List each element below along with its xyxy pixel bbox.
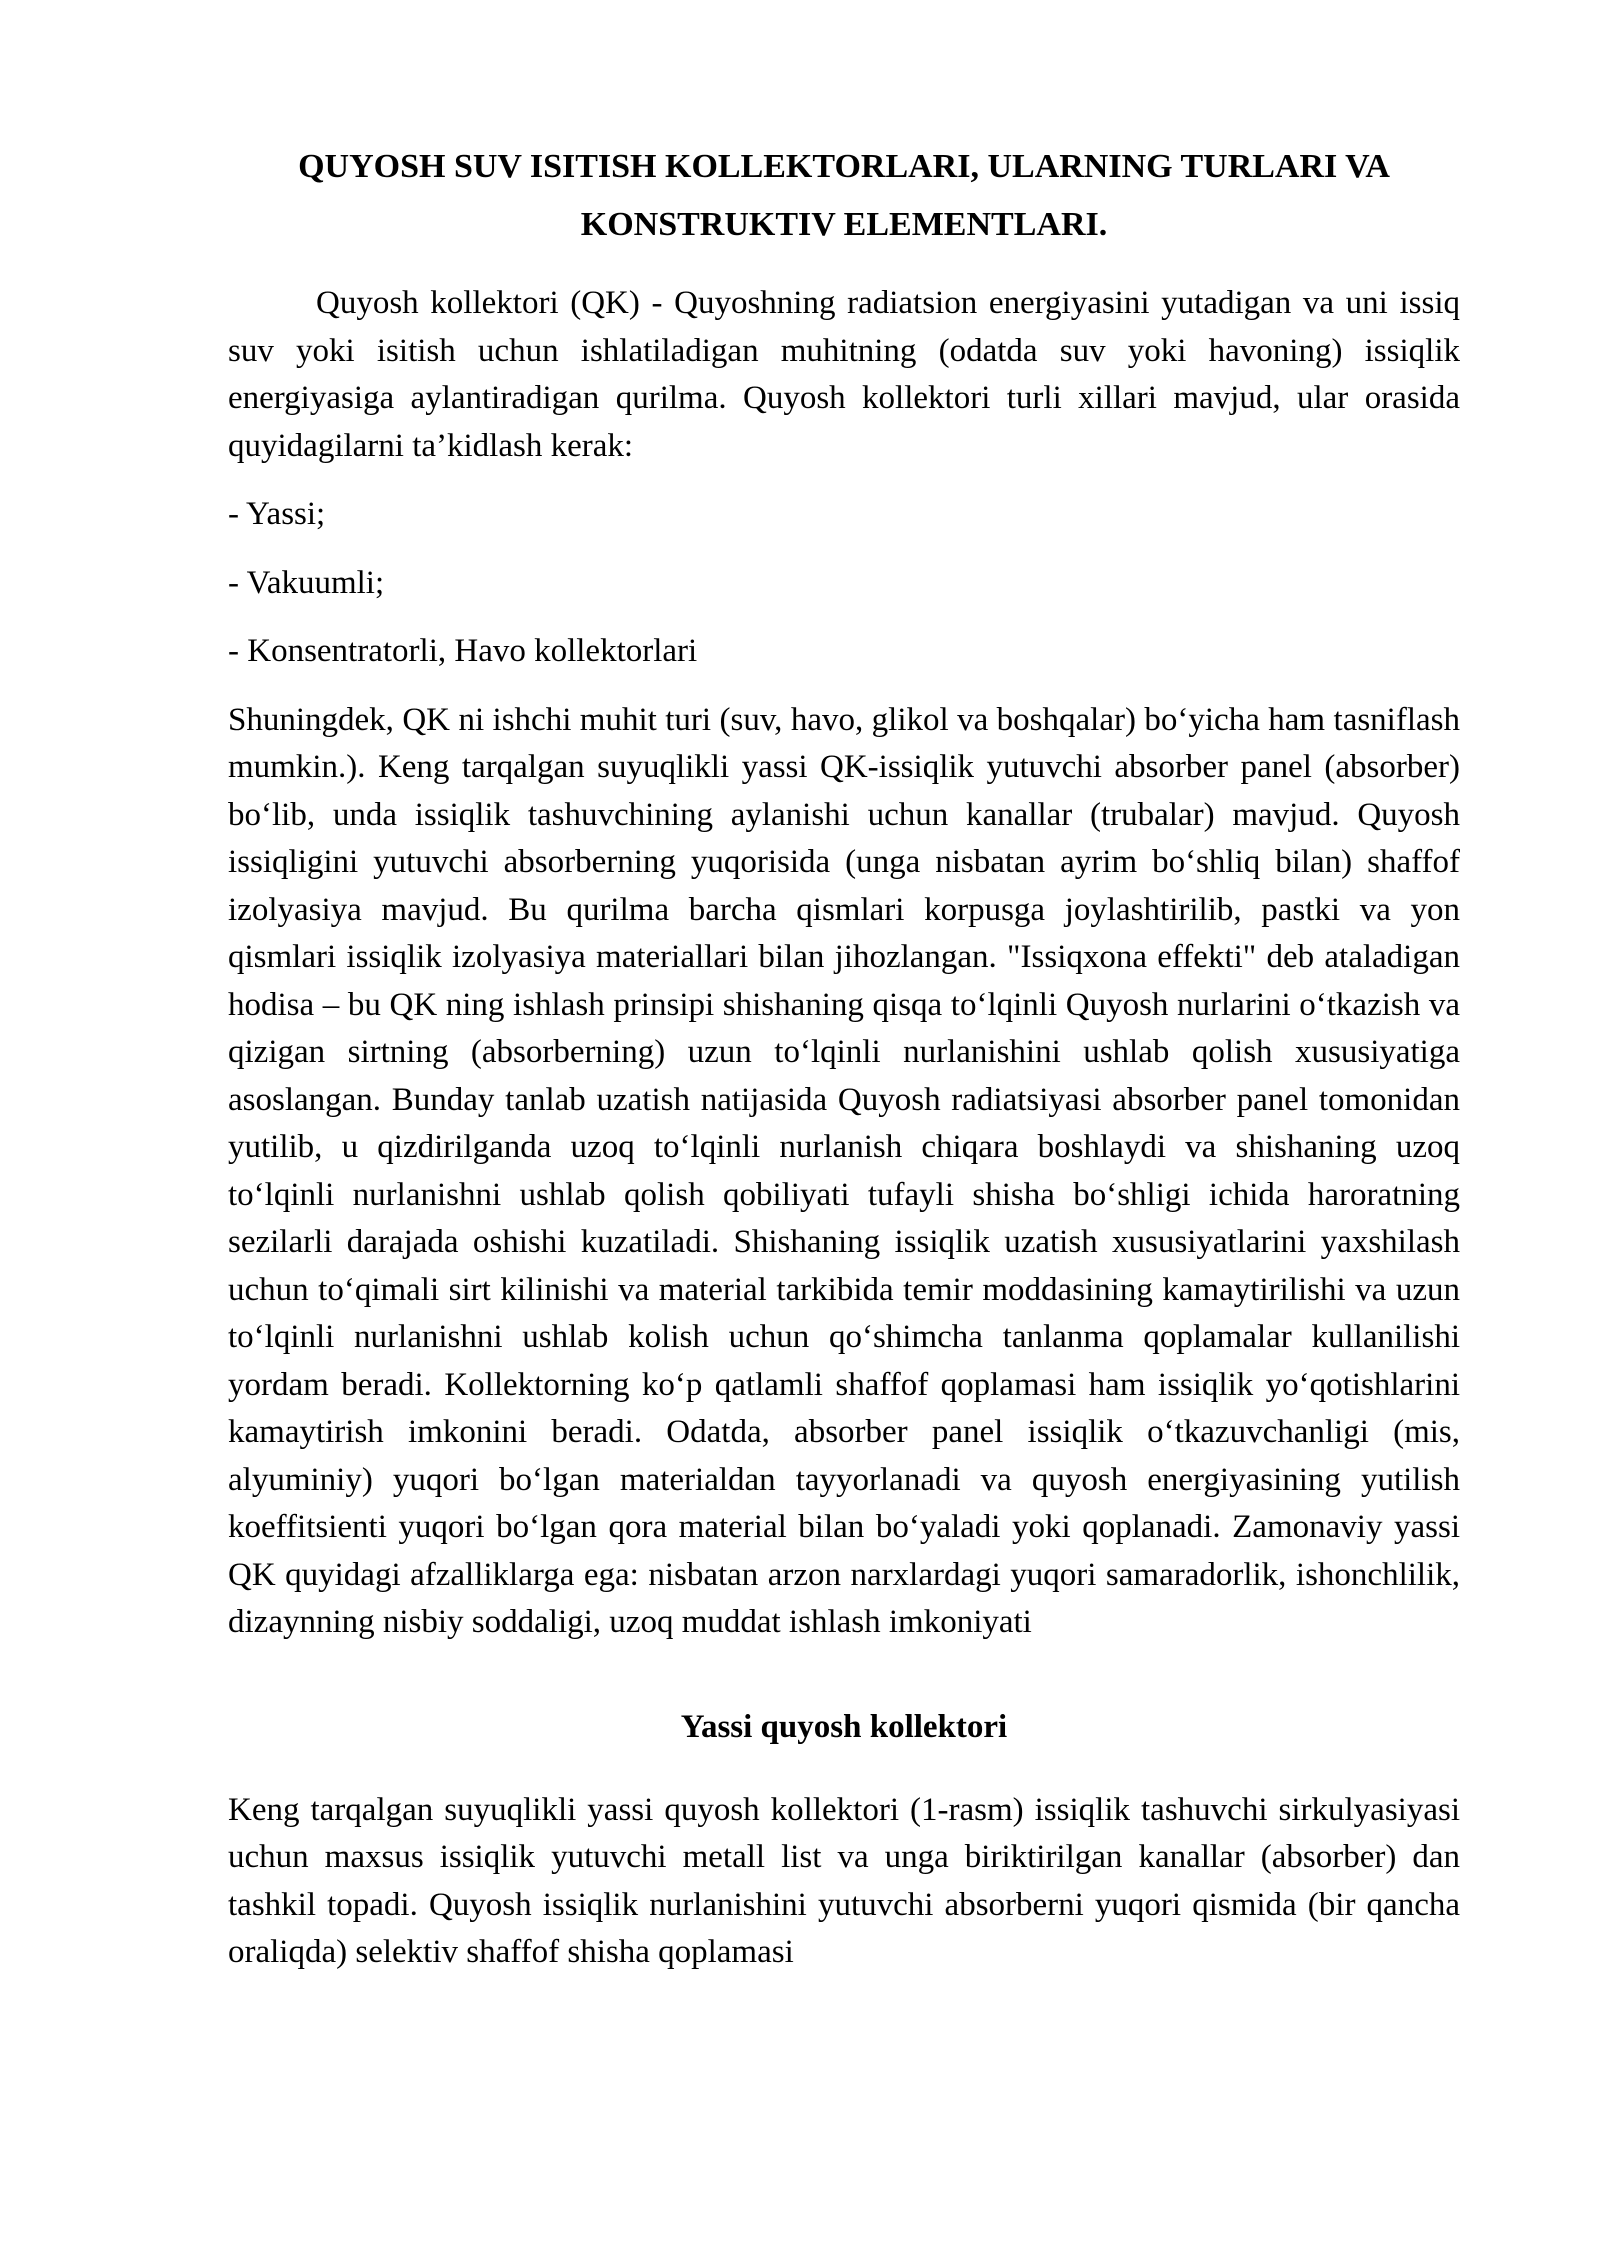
paragraph-flat-collector: Keng tarqalgan suyuqlikli yassi quyosh kollektori (1-rasm) issiqlik tashuvchi sirkulyasiyasi uchun maxsus issiqlik yutuvchi metall list va unga biriktirilgan kanallar (absorber) dan tashkil topadi. Quyosh issiqlik nurlanishini yutuvchi absorberni yuqori qismida (bir qancha oraliqda) selektiv shaffof shisha qoplamasi [228,1791,1460,1970]
list-item-konsentratorli: - Konsentratorli, Havo kollektorlari [228,633,698,669]
list-item-yassi: - Yassi; [228,496,326,532]
paragraph-main-description: Shuningdek, QK ni ishchi muhit turi (suv, havo, glikol va boshqalar) bo‘yicha ham tasniflash mumkin.). Keng tarqalgan suyuqlikli yassi QK-issiqlik yutuvchi absorber panel (absorber) bo‘lib, unda issiqlik tashuvchining aylanishi uchun kanallar (trubalar) mavjud. Quyosh issiqligini yutuvchi absorberning yuqorisida (unga nisbatan ayrim bo‘shliq bilan) shaffof izolyasiya mavjud. Bu qurilma barcha qismlari korpusga joylashtirilib, pastki va yon qismlari issiqlik izolyasiya materiallari bilan jihozlangan. "Issiqxona effekti" deb ataladigan hodisa – bu QK ning ishlash prinsipi shishaning qisqa to‘lqinli Quyosh nurlarini o‘tkazish va qizigan sirtning (absorberning) uzun to‘lqinli nurlanishini ushlab qolish xususiyatiga asoslangan. Bunday tanlab uzatish natijasida Quyosh radiatsiyasi absorber panel tomonidan yutilib, u qizdirilganda uzoq to‘lqinli nurlanish chiqara boshlaydi va shishaning uzoq to‘lqinli nurlanishni ushlab qolish qobiliyati tufayli shisha bo‘shligi ichida haroratning sezilarli darajada oshishi kuzatiladi. Shishaning issiqlik uzatish xususiyatlarini yaxshilash uchun to‘qimali sirt kilinishi va material tarkibida temir moddasining kamaytirilishi va uzun to‘lqinli nurlanishni ushlab kolish uchun qo‘shimcha tanlanma qoplamalar kullanilishi yordam beradi. Kollektorning ko‘p qatlamli shaffof qoplamasi ham issiqlik yo‘qotishlarini kamaytirish imkonini beradi. Odatda, absorber panel issiqlik o‘tkazuvchanligi (mis, alyuminiy) yuqori bo‘lgan materialdan tayyorlanadi va quyosh energiyasining yutilish koeffitsienti yuqori bo‘lgan qora material bilan bo‘yaladi yoki qoplanadi. Zamonaviy yassi QK quyidagi afzalliklarga ega: nisbatan arzon narxlardagi yuqori samaradorlik, ishonchlilik, dizaynning nisbiy soddaligi, uzoq muddat ishlash imkoniyati [228,701,1460,1640]
section-heading-flat-collector: Yassi quyosh kollektori [680,1708,1008,1745]
document-title: QUYOSH SUV ISITISH KOLLEKTORLARI, ULARNING TURLARI VA KONSTRUKTIV ELEMENTLARI. [298,148,1390,243]
list-item-vakuumli: - Vakuumli; [228,564,385,601]
paragraph-intro: Quyosh kollektori (QK) - Quyoshning radiatsion energiyasini yutadigan va uni issiq suv yoki isitish uchun ishlatiladigan muhitning (odatda suv yoki havoning) issiqlik energiyasiga aylantiradigan qurilma. Quyosh kollektori turli xillari mavjud, ular orasida quyidagilarni ta’kidlash kerak: [228,285,1460,464]
